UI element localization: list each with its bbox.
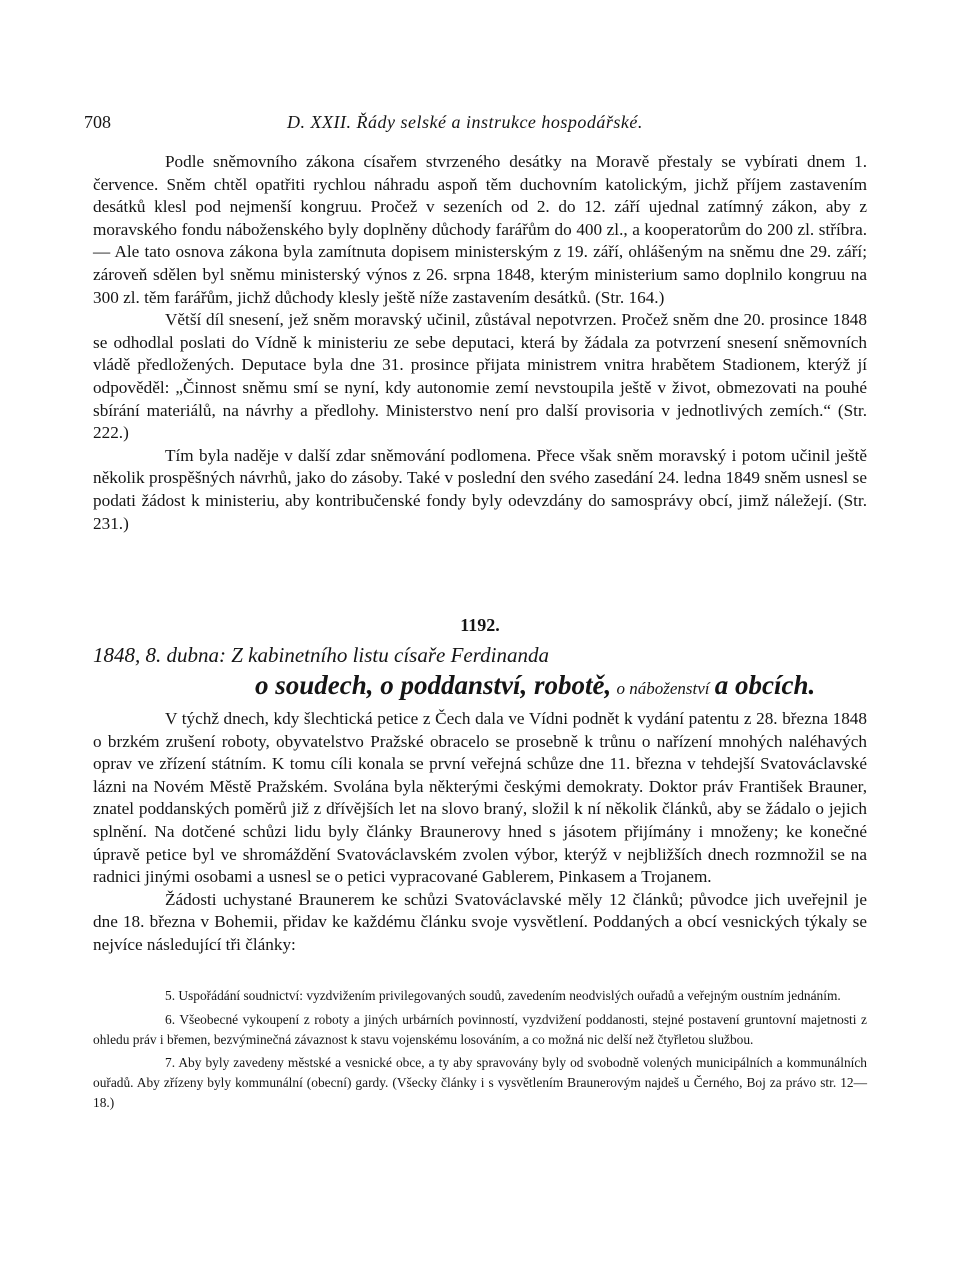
paragraph: Tím byla naděje v další zdar sněmování podlomena. Přece však sněm moravský i potom učinil ještě několik prospěšných návrhů, jako do zásoby. Také v poslední den svého zasedání 24. ledna 1849 sněm usnesl se podati žádost k ministeriu, aby kontribučenské fondy byly odevzdány do samosprávy obcí, jimž náležejí. (Str. 231.): [93, 445, 867, 533]
document-number: 1192.: [460, 615, 500, 635]
section-document-intro: [93, 708, 867, 957]
document-date: 1848, 8. dubna:: [93, 643, 226, 667]
document-source: Z kabinetního listu císaře Ferdinanda: [231, 643, 549, 667]
page-header: [84, 112, 874, 136]
running-title: D. XXII. Řády selské a instrukce hospodářské.: [287, 112, 643, 132]
paragraph: Větší díl snesení, jež sněm moravský učinil, zůstával nepotvrzen. Pročež sněm dne 20. prosince 1848 se odhodlal poslati do Vídně k ministeriu ze sebe deputaci, která by žádala za potvrzení snesení sněmovních vládě předložených. Deputace byla dne 31. prosince přijata ministrem vnitra hrabětem Stadionem, kterýž jí odpověděl: „Činnost sněmu smí se nyní, kdy autonomie zemí nevstoupila ještě v život, obmezovati na pouhé sbírání materiálů, na návrhy a předlohy. Ministerstvo není pro další provisoria v jednotlivých zemích.“ (Str. 222.): [93, 310, 867, 443]
document-topic: o náboženství: [616, 679, 710, 698]
page-number: 708: [84, 112, 111, 132]
paragraph: Žádosti uchystané Braunerem ke schůzi Svatováclavské měly 12 článků; původce jich uveřejnil je dne 18. března v Bohemii, přidav ke každému článku svoje vysvětlení. Poddaných a obcí vesnických týkaly se nejvíce následující tři články:: [93, 889, 867, 954]
article-item: 6. Všeobecné vykoupení z roboty a jiných urbárních povinností, vyzdvižení poddanosti, stejné postavení gruntovní majetnosti z ohledu práv i břemen, bezvýminečná závaznost k stavu vojenskému losováním, a co možná nic delší než čtyřletou službou.: [93, 1011, 867, 1047]
document-topic: a obcích.: [714, 670, 816, 700]
section-commentary: [93, 151, 867, 535]
paragraph: Podle sněmovního zákona císařem stvrzeného desátky na Moravě přestaly se vybírati dnem 1. července. Sněm chtěl opatřiti rychlou náhradu aspoň těm duchovním katolickým, jichž příjem zastavením desátků klesl pod nejmenší kongruu. Pročež v sezeních od 2. do 12. září ujednal zatímný zákon, aby z moravského fondu náboženského byly doplněny důchody farářům do 400 zl., a kooperatorům do 200 zl. stříbra. — Ale tato osnova zákona byla zamítnuta dopisem ministerským z 19. září, ohlášeným na sněmu dne 29. září; zároveň sdělen byl sněmu ministerský výnos z 26. srpna 1848, kterým ministerium samo doplnilo kongruu na 300 zl. těm farářům, jichž důchody klesly ještě níže zastavením desátků. (Str. 164.): [93, 152, 867, 307]
document-title: [93, 640, 867, 704]
article-list: [93, 986, 867, 1113]
paragraph: V týchž dnech, kdy šlechtická petice z Čech dala ve Vídni podnět k vydání patentu z 28. března 1848 o brzkém zrušení roboty, obyvatelstvo Pražské obracelo se prosebně k trůnu o nařízení mnohých naléhavých oprav ve zřízení státním. K tomu cíli konala se první veřejná schůze dne 11. března v tehdejší Svatováclavské lázni na Novém Městě Pražském. Svolána byla některými českými demokraty. Doktor práv František Brauner, znatel poddanských poměrů již z dřívějších let na slovo braný, složil k ní několik článků, aby se žádalo o jejich splnění. Na dotčené schůzi lidu byly články Braunerovy hned s jásotem přijímány i množeny; ke konečné úpravě petice byl ve shromáždění Svatováclavském zvolen výbor, kterýž v nejbližších dnech rozmnožil se na radnici jinými osobami a usnesl se o petici vypracované Gablerem, Pinkasem a Trojanem.: [93, 709, 867, 887]
article-item: 5. Uspořádání soudnictví: vyzdvižením privilegovaných soudů, zavedením neodvislých ouřadů a veřejným oustním jednáním.: [165, 988, 841, 1003]
article-item: 7. Aby byly zavedeny městské a vesnické obce, a ty aby spravovány byly od svobodně volených municipálních a kommunálních ouřadů. Aby zřízeny byly kommunální (obecní) gardy. (Všecky články i s vysvětlením Braunerovým najdeš u Černého, Boj za právo str. 12—18.): [93, 1055, 867, 1110]
document-topic: o soudech, o poddanství, robotě,: [255, 670, 612, 700]
